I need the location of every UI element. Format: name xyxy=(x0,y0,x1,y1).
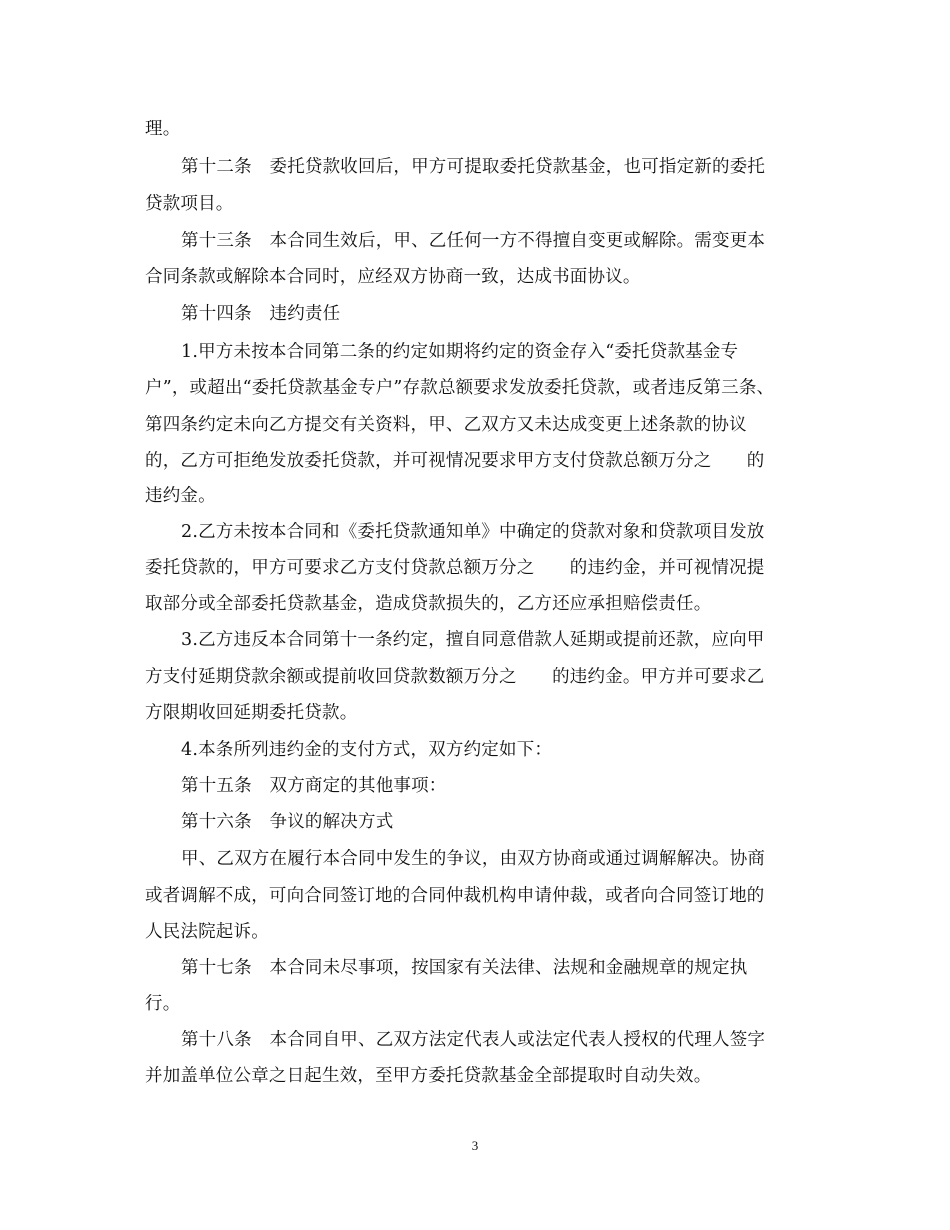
text-line: 1.甲方未按本合同第二条的约定如期将约定的资金存入“委托贷款基金专 xyxy=(181,342,739,362)
text-line: 取部分或全部委托贷款基金，造成贷款损失的，乙方还应承担赔偿责任。 xyxy=(145,594,712,614)
text-line: 人民法院起诉。 xyxy=(145,922,269,942)
text-line: 合同条款或解除本合同时，应经双方协商一致，达成书面协议。 xyxy=(145,267,641,287)
page-number: 3 xyxy=(471,1138,479,1153)
text-line: 委托贷款的，甲方可要求乙方支付贷款总额万分之 的违约金，并可视情况提 xyxy=(145,558,765,578)
text-line: 方支付延期贷款余额或提前收回贷款数额万分之 的违约金。甲方并可要求乙 xyxy=(145,667,765,687)
text-line: 4.本条所列违约金的支付方式，双方约定如下： xyxy=(181,740,553,760)
text-line: 第十六条 争议的解决方式 xyxy=(181,812,394,832)
text-line: 违约金。 xyxy=(145,486,216,506)
text-line: 行。 xyxy=(145,994,181,1014)
text-line: 2.乙方未按本合同和《委托贷款通知单》中确定的贷款对象和贷款项目发放 xyxy=(181,522,765,542)
text-line: 第十四条 违约责任 xyxy=(181,304,341,324)
text-line: 第十五条 双方商定的其他事项： xyxy=(181,776,447,796)
text-line: 3.乙方违反本合同第十一条约定，擅自同意借款人延期或提前还款，应向甲 xyxy=(181,630,765,650)
text-line: 甲、乙双方在履行本合同中发生的争议，由双方协商或通过调解解决。协商 xyxy=(181,849,766,869)
text-line: 第十七条 本合同未尽事项，按国家有关法律、法规和金融规章的规定执 xyxy=(181,958,748,978)
text-line: 方限期收回延期委托贷款。 xyxy=(145,703,358,723)
text-line: 第十八条 本合同自甲、乙双方法定代表人或法定代表人授权的代理人签字 xyxy=(181,1030,766,1050)
text-line: 户”，或超出“委托贷款基金专户”存款总额要求发放委托贷款，或者违反第三条、 xyxy=(145,378,775,398)
text-line: 并加盖单位公章之日起生效，至甲方委托贷款基金全部提取时自动失效。 xyxy=(145,1066,712,1086)
text-line: 贷款项目。 xyxy=(145,194,234,214)
text-line: 第四条约定未向乙方提交有关资料，甲、乙双方又未达成变更上述条款的协议 xyxy=(145,415,747,435)
text-line: 的，乙方可拒绝发放委托贷款，并可视情况要求甲方支付贷款总额万分之 的 xyxy=(145,451,765,471)
text-line: 第十三条 本合同生效后，甲、乙任何一方不得擅自变更或解除。需变更本 xyxy=(181,231,766,251)
text-line: 第十二条 委托贷款收回后，甲方可提取委托贷款基金，也可指定新的委托 xyxy=(181,157,766,177)
text-line: 或者调解不成，可向合同签订地的合同仲裁机构申请仲裁，或者向合同签订地的 xyxy=(145,886,765,906)
text-line: 理。 xyxy=(145,119,181,139)
